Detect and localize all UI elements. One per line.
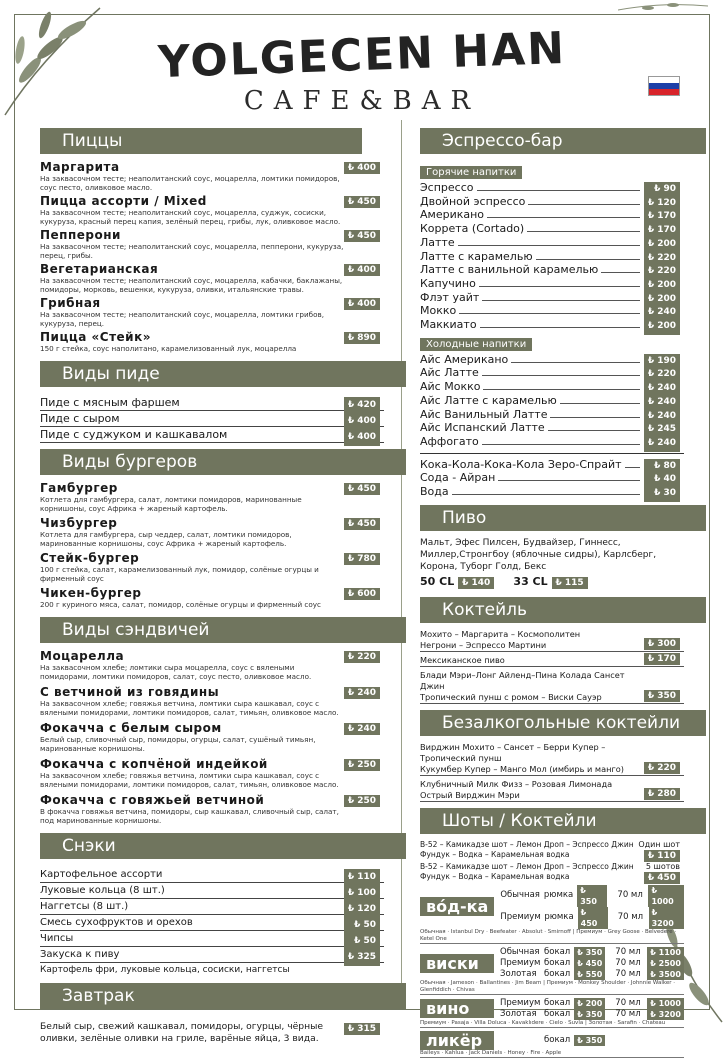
tier: Обычная	[500, 890, 540, 901]
spirit-row	[500, 947, 684, 958]
item-name: Латте	[420, 236, 458, 249]
russian-flag-icon[interactable]	[648, 76, 680, 96]
sandwich-section	[40, 617, 384, 825]
price-tag: ₺ 240	[344, 687, 380, 699]
price-tag: ₺ 100	[344, 885, 380, 902]
menu-item	[420, 304, 684, 318]
menu-item	[40, 411, 384, 427]
menu-item	[40, 194, 384, 226]
menu-item	[40, 931, 384, 947]
item-name: Пицца «Стейк»	[40, 330, 151, 344]
item-name: Гамбургер	[40, 481, 118, 495]
item-name: Кока-Кола-Кока-Кола Зеро-Спрайт	[420, 458, 625, 471]
price-tag: ₺ 50	[344, 917, 380, 934]
price-tag: ₺ 40	[644, 472, 680, 488]
menu-item	[40, 228, 384, 260]
price-tag: ₺ 120	[644, 196, 680, 212]
menu-item	[40, 883, 384, 899]
menu-item	[420, 366, 684, 380]
item-name: Латте с карамелью	[420, 250, 536, 263]
price-tag: ₺ 120	[344, 901, 380, 918]
menu-item	[40, 296, 384, 328]
item-name: Смесь сухофруктов и орехов	[40, 917, 193, 928]
item-desc: 150 г стейка, соус наполитано, карамелизованный лук, моцарелла	[40, 344, 297, 353]
menu-item	[420, 208, 684, 222]
price-tag: ₺ 240	[644, 381, 680, 397]
item-name: Айс Мокко	[420, 380, 483, 393]
spirit-block	[420, 1031, 684, 1058]
spirit-row	[500, 885, 684, 907]
left-column	[40, 128, 384, 1045]
unit: бокал	[544, 997, 571, 1008]
unit: рюмка	[543, 890, 574, 901]
item-name: Айс Испанский Латте	[420, 421, 548, 434]
menu-item	[40, 516, 384, 548]
item-name: Наггетсы (8 шт.)	[40, 901, 129, 912]
cocktail-group	[420, 779, 684, 802]
mocktail-section	[420, 710, 684, 802]
price-tag: ₺ 220	[644, 264, 680, 280]
price-tag: ₺ 350	[577, 885, 607, 907]
menu-item	[420, 250, 684, 264]
item-name: Капучино	[420, 277, 479, 290]
menu-item	[420, 181, 684, 195]
item-name: Фокачча с белым сыром	[40, 721, 222, 735]
spirit-block	[420, 947, 684, 995]
menu-item	[420, 458, 684, 472]
section-header: Коктейль	[420, 597, 706, 623]
item-name: Фокачча с говяжьей ветчиной	[40, 793, 265, 807]
item-name: Луковые кольца (8 шт.)	[40, 885, 165, 896]
spirit-name: ликёр	[420, 1031, 494, 1050]
espresso-section	[420, 128, 684, 499]
cocktail-names: Тропический пунш с ромом – Виски Сауэр	[420, 691, 602, 702]
price-tag: ₺ 110	[344, 869, 380, 886]
brand-list: Baileys · Kahlua · Jack Daniels · Honey · Fire · Apple	[420, 1050, 684, 1058]
price-tag: ₺ 300	[644, 638, 680, 650]
price-tag: ₺ 315	[344, 1023, 380, 1035]
menu-item	[40, 867, 384, 883]
beer-desc: Мальт, Эфес Пилсен, Будвайзер, Гиннесс, Миллер,Стронгбоу (яблочные сидры), Карлсберг, Корона, Туборг Голд, Бекс	[420, 537, 657, 572]
price-tag: ₺ 600	[344, 588, 380, 600]
item-desc: На заквасочном хлебе; ломтики сыра моцарелла, соус с вялеными помидорами, ломтики помидоров, салат, соус песто, оливковое масло.	[40, 663, 312, 681]
item-name: Айс Латте	[420, 366, 482, 379]
price-tag: ₺ 240	[344, 723, 380, 735]
unit: бокал	[544, 1034, 571, 1045]
cocktail-names: Блади Мэри–Лонг Айленд–Пина Колада Сансет Джин	[420, 669, 625, 691]
item-name: Стейк-бургер	[40, 551, 140, 565]
price-tag: ₺ 400	[344, 429, 380, 446]
item-name: Вегетарианская	[40, 262, 159, 276]
volume: 70 мл	[617, 912, 644, 923]
item-name: Закуска к пиву	[40, 949, 120, 960]
item-name: Чипсы	[40, 933, 74, 944]
price-tag: ₺ 115	[552, 577, 588, 589]
brand-list: Обычная · Istanbul Dry · Beefeater · Absolut · Smirnoff | Премиум · Grey Goose · Belvedere · Ketel One	[420, 929, 684, 944]
menu-item	[420, 236, 684, 250]
price-tag: ₺ 3200	[649, 907, 684, 929]
price-tag: ₺ 170	[644, 223, 680, 239]
price-tag: ₺ 170	[644, 653, 680, 665]
menu-item	[420, 291, 684, 305]
item-name: Коррета (Cortado)	[420, 222, 527, 235]
price-tag: ₺ 170	[644, 209, 680, 225]
price-tag: ₺ 890	[344, 332, 380, 344]
price-tag: ₺ 90	[644, 182, 680, 198]
item-name: Маргарита	[40, 160, 120, 174]
cocktail-group	[420, 742, 684, 776]
menu-item	[420, 222, 684, 236]
item-name: Пепперони	[40, 228, 121, 242]
price-tag: ₺ 350	[574, 1035, 605, 1046]
item-name: Вода	[420, 485, 452, 498]
beer-prices	[420, 575, 684, 589]
volume: 70 мл	[615, 968, 641, 979]
brand-list: Обычная · Jameson · Ballantines · Jim Beam | Премиум · Monkey Shoulder · Johnnie Walker · Glenfiddich · Chivas	[420, 980, 684, 995]
menu-item	[420, 380, 684, 394]
snacks-note: Картофель фри, луковые кольца, сосиски, наггетсы	[40, 965, 290, 975]
tier: Обычная	[500, 946, 540, 957]
menu-item	[420, 353, 684, 367]
item-name: Двойной эспрессо	[420, 195, 528, 208]
price-tag: ₺ 1000	[647, 998, 684, 1009]
price-tag: ₺ 1100	[647, 947, 684, 958]
price-tag: ₺ 325	[344, 949, 380, 966]
section-header: Виды пиде	[40, 361, 406, 387]
brand-list: Премиум · Pasaja · Villa Doluca · Kavaklıdere · Cielo · Suvla | Золотая · Sarafin · Chateau	[420, 1020, 684, 1028]
price-tag: ₺ 450	[574, 958, 605, 969]
item-desc: Белый сыр, сливочный сыр, помидоры, огурцы, салат, сушёный тимьян, маринованные корнишоны.	[40, 735, 316, 753]
tier: Премиум	[500, 957, 541, 968]
shots-section	[420, 808, 684, 1058]
item-name: С ветчиной из говядины	[40, 685, 220, 699]
section-header: Эспрессо-бар	[420, 128, 706, 154]
item-name: Маккиато	[420, 318, 480, 331]
spirit-row	[500, 998, 684, 1009]
price-tag: ₺ 240	[644, 305, 680, 321]
price-tag: ₺ 245	[644, 422, 680, 438]
cocktail-names: Острый Вирджин Мэри	[420, 789, 520, 800]
menu-item	[40, 427, 384, 443]
price-tag: ₺ 200	[644, 278, 680, 294]
item-desc: На заквасочном тесте; неаполитанский соус, моцарелла, пепперони, кукуруза, перец, грибы.	[40, 242, 344, 260]
price-tag: ₺ 240	[644, 395, 680, 411]
hot-drinks-label: Горячие напитки	[420, 166, 522, 179]
shot-names: Фундук – Водка – Карамельная водка	[420, 849, 570, 859]
price-tag: ₺ 240	[644, 409, 680, 425]
item-desc: На заквасочном тесте; неаполитанский соус, моцарелла, ломтики помидоров, соус песто, оливковое масло.	[40, 174, 340, 192]
price-tag: ₺ 140	[458, 577, 494, 589]
beer-section	[420, 505, 684, 589]
menu-item	[420, 421, 684, 435]
spirit-row	[500, 907, 684, 929]
unit: бокал	[544, 957, 571, 968]
column-divider	[401, 120, 402, 1004]
menu-item	[40, 395, 384, 411]
volume: 70 мл	[615, 946, 641, 957]
item-name: Чикен-бургер	[40, 586, 142, 600]
item-name: Сода - Айран	[420, 471, 498, 484]
pide-section	[40, 361, 384, 443]
cocktail-names: Негрони – Эспрессо Мартини	[420, 639, 547, 650]
menu-item	[40, 947, 384, 963]
brand-title: YOLGECEN HAN	[157, 22, 567, 89]
beer-size: 33 CL	[513, 574, 548, 588]
tier: Премиум	[500, 912, 541, 923]
price-tag: ₺ 1000	[648, 885, 684, 907]
price-tag: ₺ 280	[644, 788, 680, 800]
shot-names: В-52 – Камикадзе шот – Лемон Дроп – Эспрессо Джин	[420, 861, 634, 871]
spirit-row	[500, 958, 684, 969]
price-tag: ₺ 80	[644, 459, 680, 475]
spirit-name: виски	[420, 954, 494, 973]
item-name: Эспрессо	[420, 181, 477, 194]
item-desc: Котлета для гамбургера, сыр чеддер, салат, ломтики помидоров, маринованные корнишоны, соус Африка + жареный картофель.	[40, 530, 292, 548]
leader-line	[420, 494, 640, 495]
unit: бокал	[544, 1008, 571, 1019]
right-column	[420, 128, 684, 1058]
item-desc: На заквасочном тесте; неаполитанский соус, моцарелла, суджук, сосиски, кукуруза, красный перец капия, зелёный перец, грибы, лук, оливковое масло.	[40, 208, 341, 226]
menu-item	[40, 649, 384, 681]
item-desc: 100 г стейка, салат, карамелизованный лук, помидор, солёные огурцы и фирменный соус	[40, 565, 319, 583]
price-tag: ₺ 450	[578, 907, 608, 929]
price-tag: ₺ 250	[344, 795, 380, 807]
price-tag: ₺ 240	[644, 436, 680, 452]
price-tag: ₺ 250	[344, 759, 380, 771]
price-tag: ₺ 450	[344, 483, 380, 495]
spirit-row	[500, 969, 684, 980]
price-tag: ₺ 550	[574, 969, 605, 980]
price-tag: ₺ 110	[644, 850, 680, 862]
menu-item	[420, 408, 684, 422]
breakfast-section	[40, 983, 384, 1045]
item-name: Пиде с сыром	[40, 412, 120, 425]
price-tag: ₺ 200	[644, 292, 680, 308]
price-tag: ₺ 3200	[647, 1009, 684, 1020]
section-header: Виды бургеров	[40, 449, 406, 475]
menu-item	[420, 263, 684, 277]
price-tag: ₺ 400	[344, 264, 380, 276]
item-desc: На заквасочном тесте; неаполитанский соус, моцарелла, кабачки, баклажаны, помидоры, морковь, вешенки, кукуруза, оливки, итальянские травы.	[40, 276, 343, 294]
menu-item	[40, 757, 384, 789]
section-header: Безалкогольные коктейли	[420, 710, 706, 736]
spirit-block	[420, 998, 684, 1028]
menu-item	[40, 262, 384, 294]
price-tag: ₺ 200	[644, 319, 680, 335]
spirit-row	[500, 1035, 684, 1046]
spirit-block	[420, 885, 684, 944]
cocktail-names: Кукумбер Купер – Манго Мол (имбирь и манго)	[420, 763, 624, 774]
menu-item	[420, 435, 684, 449]
menu-item	[40, 160, 384, 192]
item-name: Моцарелла	[40, 649, 125, 663]
item-desc: На заквасочном тесте; неаполитанский соус, моцарелла, ломтики грибов, кукуруза, перец.	[40, 310, 324, 328]
menu-item	[40, 685, 384, 717]
price-tag: ₺ 190	[644, 354, 680, 370]
shot-group	[420, 840, 684, 860]
item-name: Картофельное ассорти	[40, 869, 163, 880]
shot-group	[420, 862, 684, 882]
pizza-section	[40, 128, 384, 353]
menu-item	[420, 394, 684, 408]
section-header: Пиццы	[40, 128, 362, 154]
volume: 70 мл	[615, 957, 641, 968]
cocktail-names: Мохито – Маргарита – Космополитен	[420, 628, 581, 639]
item-name: Мокко	[420, 304, 459, 317]
cold-drinks-label: Холодные напитки	[420, 338, 532, 351]
brand-subtitle: CAFE&BAR	[243, 86, 481, 116]
burger-section	[40, 449, 384, 609]
item-desc: На заквасочном хлебе; говяжья ветчина, ломтики сыра кашкавал, соус с вялеными помидорами, ломтики помидоров, салат, тимьян, оливковое масло.	[40, 699, 339, 717]
price-tag: ₺ 450	[344, 196, 380, 208]
item-desc: 200 г куриного мяса, салат, помидор, солёные огурцы и фирменный соус	[40, 600, 321, 609]
item-name: Американо	[420, 208, 487, 221]
price-tag: ₺ 780	[344, 553, 380, 565]
volume: 70 мл	[617, 890, 643, 901]
menu-item	[420, 318, 684, 332]
tier: Золотая	[500, 968, 537, 979]
item-name: Айс Американо	[420, 353, 511, 366]
menu-item	[420, 195, 684, 209]
item-name: Пиде с суджуком и кашкавалом	[40, 428, 228, 441]
menu-item	[40, 586, 384, 609]
price-tag: ₺ 30	[644, 486, 680, 502]
menu-item	[420, 471, 684, 485]
price-label: 5 шотов	[645, 861, 680, 871]
price-tag: ₺ 400	[344, 413, 380, 430]
menu-item	[40, 793, 384, 825]
menu-item	[40, 551, 384, 583]
cocktail-names: Мексиканское пиво	[420, 654, 505, 665]
item-name: Латте с ванильной карамелью	[420, 263, 601, 276]
price-tag: ₺ 450	[644, 872, 680, 884]
price-tag: ₺ 400	[344, 298, 380, 310]
cocktail-names: Вирджин Мохито – Сансет – Берри Купер – Тропический пунш	[420, 741, 606, 763]
unit: бокал	[544, 946, 571, 957]
cocktail-group	[420, 629, 684, 652]
cocktail-names: Клубничный Милк Физз – Розовая Лимонада	[420, 778, 613, 789]
price-tag: ₺ 450	[344, 230, 380, 242]
price-tag: ₺ 200	[644, 237, 680, 253]
section-header: Пиво	[420, 505, 706, 531]
menu-item	[420, 485, 684, 499]
cocktail-group	[420, 655, 684, 667]
tier: Золотая	[500, 1008, 537, 1019]
menu-item	[40, 721, 384, 753]
beer-size: 50 CL	[420, 574, 455, 588]
menu-item	[420, 277, 684, 291]
price-tag: ₺ 220	[644, 762, 680, 774]
section-header: Шоты / Коктейли	[420, 808, 706, 834]
menu-item	[40, 330, 384, 353]
item-desc: В фокачча говяжья ветчина, помидоры, сыр кашкавал, сливочный сыр, салат, под маринованные корнишоны.	[40, 807, 339, 825]
item-name: Флэт уайт	[420, 291, 482, 304]
spirit-name: вино	[420, 999, 494, 1018]
price-tag: ₺ 220	[644, 367, 680, 383]
cocktail-section	[420, 597, 684, 704]
item-name: Айс Ванильный Латте	[420, 408, 550, 421]
tier: Премиум	[500, 997, 541, 1008]
price-tag: ₺ 420	[344, 397, 380, 414]
price-tag: ₺ 50	[344, 933, 380, 950]
price-tag: ₺ 350	[644, 690, 680, 702]
item-name: Чизбургер	[40, 516, 118, 530]
volume: 70 мл	[615, 1008, 641, 1019]
unit: бокал	[544, 968, 571, 979]
item-name: Айс Латте с карамелью	[420, 394, 560, 407]
section-header: Виды сэндвичей	[40, 617, 406, 643]
item-name: Пиде с мясным фаршем	[40, 396, 180, 409]
menu-item	[40, 915, 384, 931]
volume: 70 мл	[615, 997, 641, 1008]
price-tag: ₺ 200	[574, 998, 605, 1009]
price-label: Один шот	[638, 839, 680, 849]
price-tag: ₺ 2500	[647, 958, 684, 969]
section-header: Снэки	[40, 833, 406, 859]
shot-names: Фундук – Водка – Карамельная водка	[420, 871, 570, 881]
item-name: Грибная	[40, 296, 101, 310]
shot-names: В-52 – Камикадзе шот – Лемон Дроп – Эспрессо Джин	[420, 839, 634, 849]
menu-item	[40, 481, 384, 513]
price-tag: ₺ 350	[574, 1009, 605, 1020]
price-tag: ₺ 400	[344, 162, 380, 174]
snacks-section	[40, 833, 384, 975]
unit: рюмка	[544, 912, 574, 923]
price-tag: ₺ 350	[574, 947, 605, 958]
item-name: Пицца ассорти / Mixed	[40, 194, 207, 208]
item-desc: Котлета для гамбургера, салат, ломтики помидоров, маринованные корнишоны, соус Африка + жареный картофель.	[40, 495, 302, 513]
price-tag: ₺ 450	[344, 518, 380, 530]
price-tag: ₺ 3500	[647, 969, 684, 980]
spirit-name: вóд-ка	[420, 897, 494, 916]
menu-item	[40, 899, 384, 915]
price-tag: ₺ 220	[644, 251, 680, 267]
section-header: Завтрак	[40, 983, 406, 1009]
breakfast-desc: Белый сыр, свежий кашкавал, помидоры, огурцы, чёрные оливки, зелёные оливки на гриле, варёные яйца, 3 вида.	[40, 1021, 324, 1044]
price-tag: ₺ 220	[344, 651, 380, 663]
cocktail-group	[420, 670, 684, 704]
item-desc: На заквасочном хлебе; говяжья ветчина, ломтики сыра кашкавал, соус с вялеными помидорами, ломтики помидоров, салат, тимьян, оливковое масло.	[40, 771, 339, 789]
item-name: Фокачча с копчёной индейкой	[40, 757, 268, 771]
spirit-row	[500, 1009, 684, 1020]
item-name: Аффогато	[420, 435, 482, 448]
